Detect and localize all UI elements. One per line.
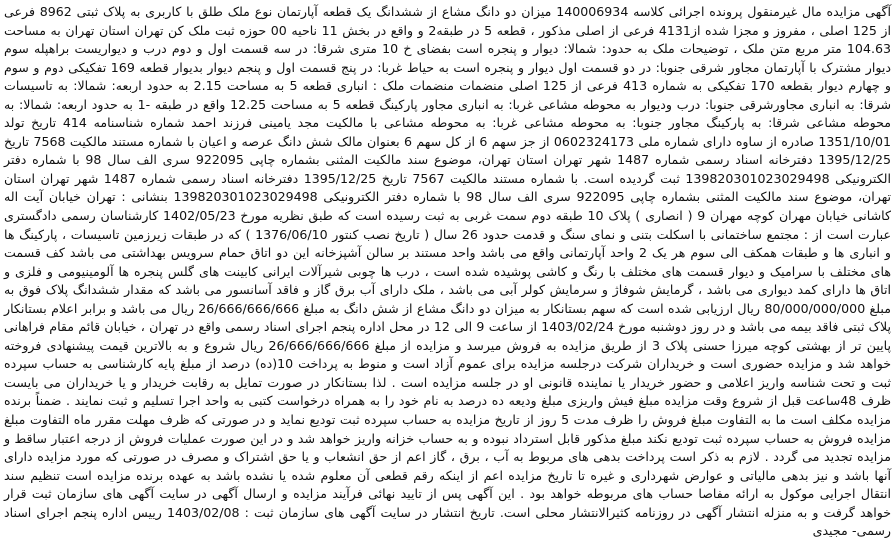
notice-body-text: آگهی مزایده مال غیرمنقول پرونده اجرائی کلاسه 140006934 میزان دو دانگ مشاع از ششدانگ یک قطعه آپارتمان نوع ملک طلق با کاربری به پلاک ثبتی 8962 فرعی از 125 اصلی ، مفروز و مجزا شده از4131 فرعی از اصلی مذکور ، قطعه 5 در طبقه2 و واقع در بخش 11 ناحیه 00 حوزه ثبت ملک کن تهران استان تهران به مساحت 104.63 متر مربع متن ملک ، توضیحات ملک به حدود: شمالا: دیوار و پنجره است بفضای خ 10 متری شرقا: در سه قسمت اول و دوم درب و دیواریست براهپله سوم دیوار مشترک با آپارتمان مجاور شرقی جنوبا: در دو قسمت اول دیوار و پنجره است به حیاط غربا: در پنج قسمت اول و پنجم دیوار بدیوار قطعه 169 تفکیکی دوم و سوم و چهارم دیوار بقطعه 170 تفکیکی به شماره 413 فرعی از 125 اصلی منضمات منضمات ملک : انباری قطعه 5 به مساحت 2.15 به حدود اربعه: شمالا: به تاسیسات شرقا: به انباری مجاورشرقی جنوبا: درب ودیوار به محوطه مشاعی غربا: به انباری مجاور پارکینگ قطعه 5 به مساحت 12.25 واقع در طبقه -1 به حدود اربعه: شمالا: به محوطه مشاعی شرقا: به پارکینگ مجاور جنوبا: به محوطه مشاعی غربا: به محوطه مشاعی با مالکیت مجد یامینی فرزند احمد شماره شناسنامه 414 تاریخ تولد 1351/10/01 صادره از ساوه دارای شماره ملی 0602324173 از جز سهم 6 از کل سهم 6 بعنوان مالک شش دانگ عرصه و اعیان با شماره مستند مالکیت 7568 تاریخ 1395/12/25 دفترخانه اسناد رسمی شماره 1487 شهر تهران استان تهران، موضوع سند مالکیت المثنی بشماره چاپی 922095 سری الف سال 98 با شماره دفتر الکترونیکی 139820301023029498 ثبت گردیده است. با شماره مستند مالکیت 7567 تاریخ 1395/12/25 دفترخانه اسناد رسمی شماره 1487 شهر تهران استان تهران، موضوع سند مالکیت المثنی بشماره چاپی 922095 سری الف سال 98 با شماره دفتر الکترونیکی 139820301023029498 بنشانی : تهران خیابان آیت اله کاشانی خیابان مهران کوچه مهران 9 ( انصاری ) پلاک 10 طبقه دوم سمت غربی به ثبت رسیده است که طبق نظریه مورخ 1402/05/23 کارشناسان رسمی دادگستری عبارت است از : مجتمع ساختمانی با اسکلت بتنی و نمای سنگ و قدمت حدود 26 سال ( تاریخ نصب کنتور 1376/06/10 ) که در طبقات زیرزمین تاسیسات ، پارکینگ ها و انباری ها و طبقات همکف الی سوم هر یک 2 واحد آپارتمانی واقع می باشد واحد مستند بر سالن آشپزخانه این دو اتاق حمام سرویس بهداشتی می باشد کف قسمت های مختلف با سرامیک و دیوار قسمت های مختلف با رنگ و کاشی پوشیده شده است ، درب ها چوبی شیرآلات ایرانی کابینت های گلس پنجره ها آلومینیومی و فلزی و اتاق ها دارای کمد دیواری می باشد ، گرمایش شوفاژ و سرمایش کولر آبی می باشد ، ملک دارای آب برق گاز و فاقد آسانسور می باشد که مقدار ششدانگ پلاک فوق به مبلغ 80/000/000/000 ریال ارزیابی شده است که سهم بستانکار به میزان دو دانگ مشاع از شش دانگ به مبلغ 26/666/666/666 ریال می باشد و برابر اعلام بستانکار پلاک ثبتی فاقد بیمه می باشد و در روز دوشنبه مورخ 1403/02/24 از ساعت 9 الی 12 در محل اداره پنجم اجرای اسناد رسمی واقع در تهران ، خیابان قائم مقام فراهانی پایین تر از بهشتی کوچه میرزا حسنی پلاک 3 از طریق مزایده به فروش میرسد و مزایده از مبلغ 26/666/666/666 ریال شروع و به بالاترین قیمت پیشنهادی فروخته خواهد شد و مزایده حضوری است و خریداران شرکت درجلسه مزایده برای عموم آزاد است و منوط به پرداخت 10(ده) درصد از مبلغ پایه کارشناسی به حساب سپرده ثبت و تحت شناسه واریز اعلامی و حضور خریدار یا نماینده قانونی او در جلسه مزایده است . لذا بستانکار در صورت تمایل به رقابت خریدار و یا خریداران می بایست ظرف 48ساعت قبل از شروع وقت مزایده مبلغ فیش واریزی مبلغ ودیعه ده درصد به نام خود را به همراه درخواست کتبی به واحد اجرا تسلیم و ثبت نمایند . ضمناً برنده مزایده مکلف است ما به التفاوت مبلغ فروش را ظرف مدت 5 روز از تاریخ مزایده به حساب سپرده ثبت تودیع نماید و در صورتی که ظرف مهلت مقرر ماه التفاوت مبلغ مزایده فروش به حساب سپرده ثبت تودیع نکند مبلغ مذکور قابل استرداد نبوده و به حساب خزانه واریز خواهد شد و در این صورت عملیات فروش از درجه اعتبار ساقط و مزایده تجدید می گردد . لازم به ذکر است پرداخت بدهی های مربوط به آب ، برق ، گاز اعم از حق انشعاب و یا حق اشتراک و مصرف در صورتی که مورد مزایده دارای آنها باشد و نیز بدهی مالیاتی و عوارض شهرداری و غیره تا تاریخ مزایده اعم از اینکه رقم قطعی آن معلوم شده یا نشده باشد به عهده برنده مزایده است تنظیم سند انتقال اجرایی موکول به ارائه مفاصا حساب های مربوطه خواهد بود . این آگهی پس از تایید نهائی فرآیند مزایده و ارسال آگهی در سایت آگهی های سازمان ثبت قرار خواهد گرفت و به منزله انتشار آگهی در روزنامه کثیرالانتشار محلی است. تاریخ انتشار در سایت آگهی های سازمان ثبت : 1403/02/08 رییس اداره پنجم اجرای اسناد رسمی- مجیدی	[4, 4, 892, 539]
